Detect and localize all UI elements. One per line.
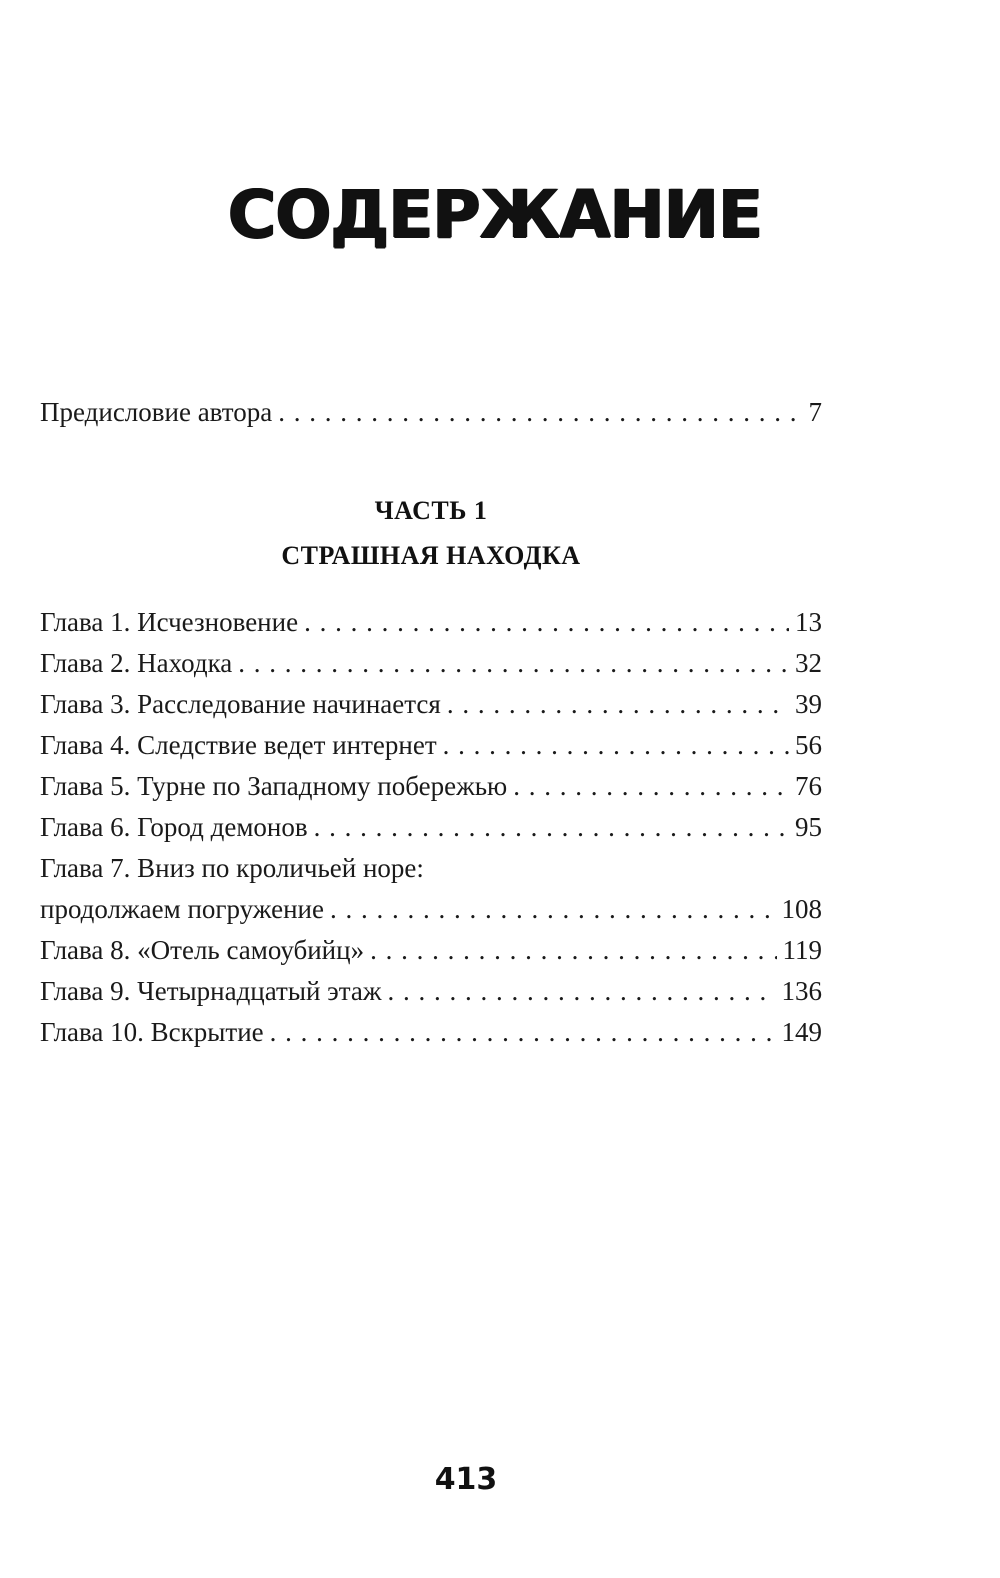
- toc-entry-preface[interactable]: [40, 394, 822, 430]
- toc-entry-page: 39: [795, 689, 822, 719]
- toc-entry-label: Глава 2. Находка: [40, 648, 233, 678]
- toc-entry-label: Глава 8. «Отель самоубийц»: [40, 935, 365, 965]
- toc-entry-label: Глава 9. Четырнадцатый этаж: [40, 976, 382, 1006]
- leader-dots: [370, 932, 776, 968]
- leader-dots: [238, 645, 789, 681]
- toc-entry-chapter-4[interactable]: [40, 727, 822, 763]
- toc-entry-label: Глава 6. Город демонов: [40, 812, 308, 842]
- leader-dots: [270, 1014, 776, 1050]
- leader-dots: [513, 768, 789, 804]
- toc-entry-label: Глава 3. Расследование начинается: [40, 689, 441, 719]
- page-title: СОДЕРЖАНИЕ: [227, 176, 763, 253]
- leader-dots: [388, 973, 776, 1009]
- toc-entry-page: 119: [782, 935, 822, 965]
- leader-dots: [278, 394, 802, 430]
- part-title: СТРАШНАЯ НАХОДКА: [281, 541, 581, 570]
- toc-entry-page: 32: [795, 648, 822, 678]
- toc-entry-label: Глава 1. Исчезновение: [40, 607, 299, 637]
- toc-entry-label: Глава 5. Турне по Западному побережью: [40, 771, 508, 801]
- toc-entry-chapter-2[interactable]: [40, 645, 822, 681]
- part-number: ЧАСТЬ 1: [374, 496, 488, 525]
- leader-dots: [443, 727, 789, 763]
- toc-entry-chapter-10[interactable]: [40, 1014, 822, 1050]
- toc-entry-page: 76: [795, 771, 822, 801]
- toc-entry-page: 136: [781, 976, 822, 1006]
- leader-dots: [330, 891, 776, 927]
- toc-entry-chapter-7-line1[interactable]: Глава 7. Вниз по кроличьей норе:: [40, 853, 424, 883]
- toc-entry-page: 7: [808, 397, 822, 427]
- page-number: 413: [434, 1462, 498, 1497]
- toc-entry-label: Глава 10. Вскрытие: [40, 1017, 264, 1047]
- toc-entry-chapter-1[interactable]: [40, 604, 822, 640]
- leader-dots: [304, 604, 789, 640]
- toc-entry-label: продолжаем погружение: [40, 894, 324, 924]
- toc-entry-label: Глава 4. Следствие ведет интернет: [40, 730, 437, 760]
- leader-dots: [447, 686, 789, 722]
- toc-entry-chapter-6[interactable]: [40, 809, 822, 845]
- toc-entry-chapter-8[interactable]: [40, 932, 822, 968]
- toc-entry-page: 13: [795, 607, 822, 637]
- toc-entry-chapter-9[interactable]: [40, 973, 822, 1009]
- toc-entry-page: 108: [781, 894, 822, 924]
- leader-dots: [314, 809, 789, 845]
- toc-entry-chapter-7[interactable]: [40, 891, 822, 927]
- toc-entry-page: 149: [781, 1017, 822, 1047]
- toc-entry-chapter-5[interactable]: [40, 768, 822, 804]
- toc-entry-label: Предисловие автора: [40, 397, 273, 427]
- toc-entry-page: 95: [795, 812, 822, 842]
- toc-entry-chapter-3[interactable]: [40, 686, 822, 722]
- toc-entry-page: 56: [795, 730, 822, 760]
